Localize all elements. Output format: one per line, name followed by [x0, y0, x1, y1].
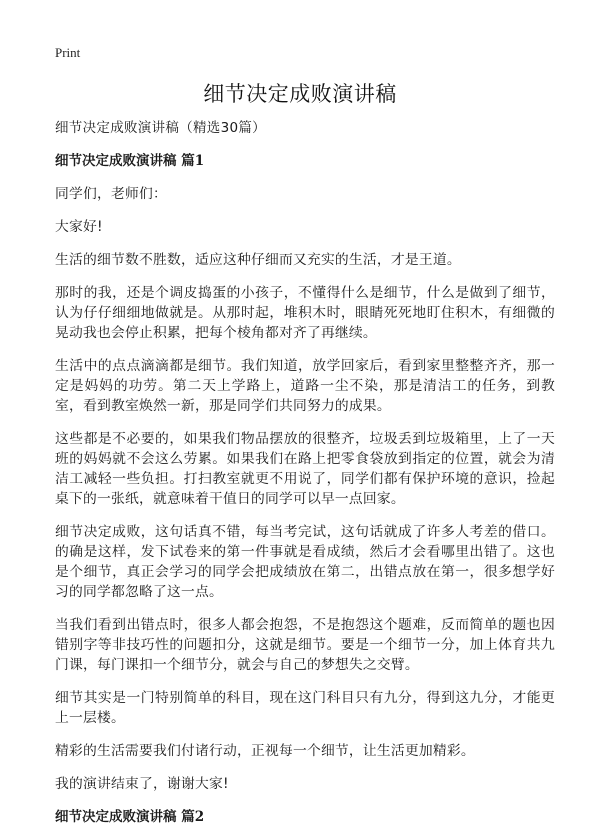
paragraph: 大家好! [55, 219, 103, 235]
page-title: 细节决定成败演讲稿 [203, 82, 397, 106]
paragraph: 这些都是不必要的，如果我们物品摆放的很整齐，垃圾丢到垃圾箱里，上了一天班的妈妈就不会这么劳累。如果我们在路上把零食袋放到指定的位置，就会为清洁工减轻一些负担。打扫教室就更不用说了，同学们都有保护环境的意识，捡起桌下的一张纸，就意味着干值日的同学可以早一点回家。 [55, 431, 555, 507]
paragraph: 我的演讲结束了，谢谢大家! [55, 776, 229, 792]
paragraph: 当我们看到出错点时，很多人都会抱怨，不是抱怨这个题难，反而简单的题也因错别字等非技巧性的问题扣分，这就是细节。要是一个细节一分，加上体育共九门课，每门课扣一个细节分，就会与自己的梦想失之交臂。 [55, 617, 555, 673]
document-subtitle: 细节决定成败演讲稿（精选30篇） [55, 120, 266, 136]
section-heading: 细节决定成败演讲稿 篇2 [55, 809, 205, 825]
paragraph: 生活的细节数不胜数，适应这种仔细而又充实的生活，才是王道。 [55, 252, 461, 268]
print-label[interactable]: Print [55, 45, 81, 60]
document-body [55, 118, 555, 840]
paragraph: 那时的我，还是个调皮捣蛋的小孩子，不懂得什么是细节，什么是做到了细节，认为仔仔细细地做就是。从那时起，堆积木时，眼睛死死地盯住积木，有细微的晃动我也会停止积累，把每个棱角都对齐了再继续。 [55, 285, 555, 341]
paragraph: 细节决定成败，这句话真不错，每当考完试，这句话就成了许多人考差的借口。的确是这样，发下试卷来的第一件事就是看成绩，然后才会看哪里出错了。这也是个细节，真正会学习的同学会把成绩放在第二，出错点放在第一，很多想学好习的同学都忽略了这一点。 [55, 524, 555, 600]
paragraph: 同学们，老师们： [55, 186, 167, 202]
paragraph: 精彩的生活需要我们付诸行动，正视每一个细节，让生活更加精彩。 [55, 743, 475, 759]
paragraph: 生活中的点点滴滴都是细节。我们知道，放学回家后，看到家里整整齐齐，那一定是妈妈的功劳。第二天上学路上，道路一尘不染，那是清洁工的任务，到教室，看到教室焕然一新，那是同学们共同努力的成果。 [55, 358, 555, 414]
section-heading: 细节决定成败演讲稿 篇1 [55, 153, 205, 169]
paragraph: 细节其实是一门特别简单的科目，现在这门科目只有九分，得到这九分，才能更上一层楼。 [55, 690, 555, 726]
